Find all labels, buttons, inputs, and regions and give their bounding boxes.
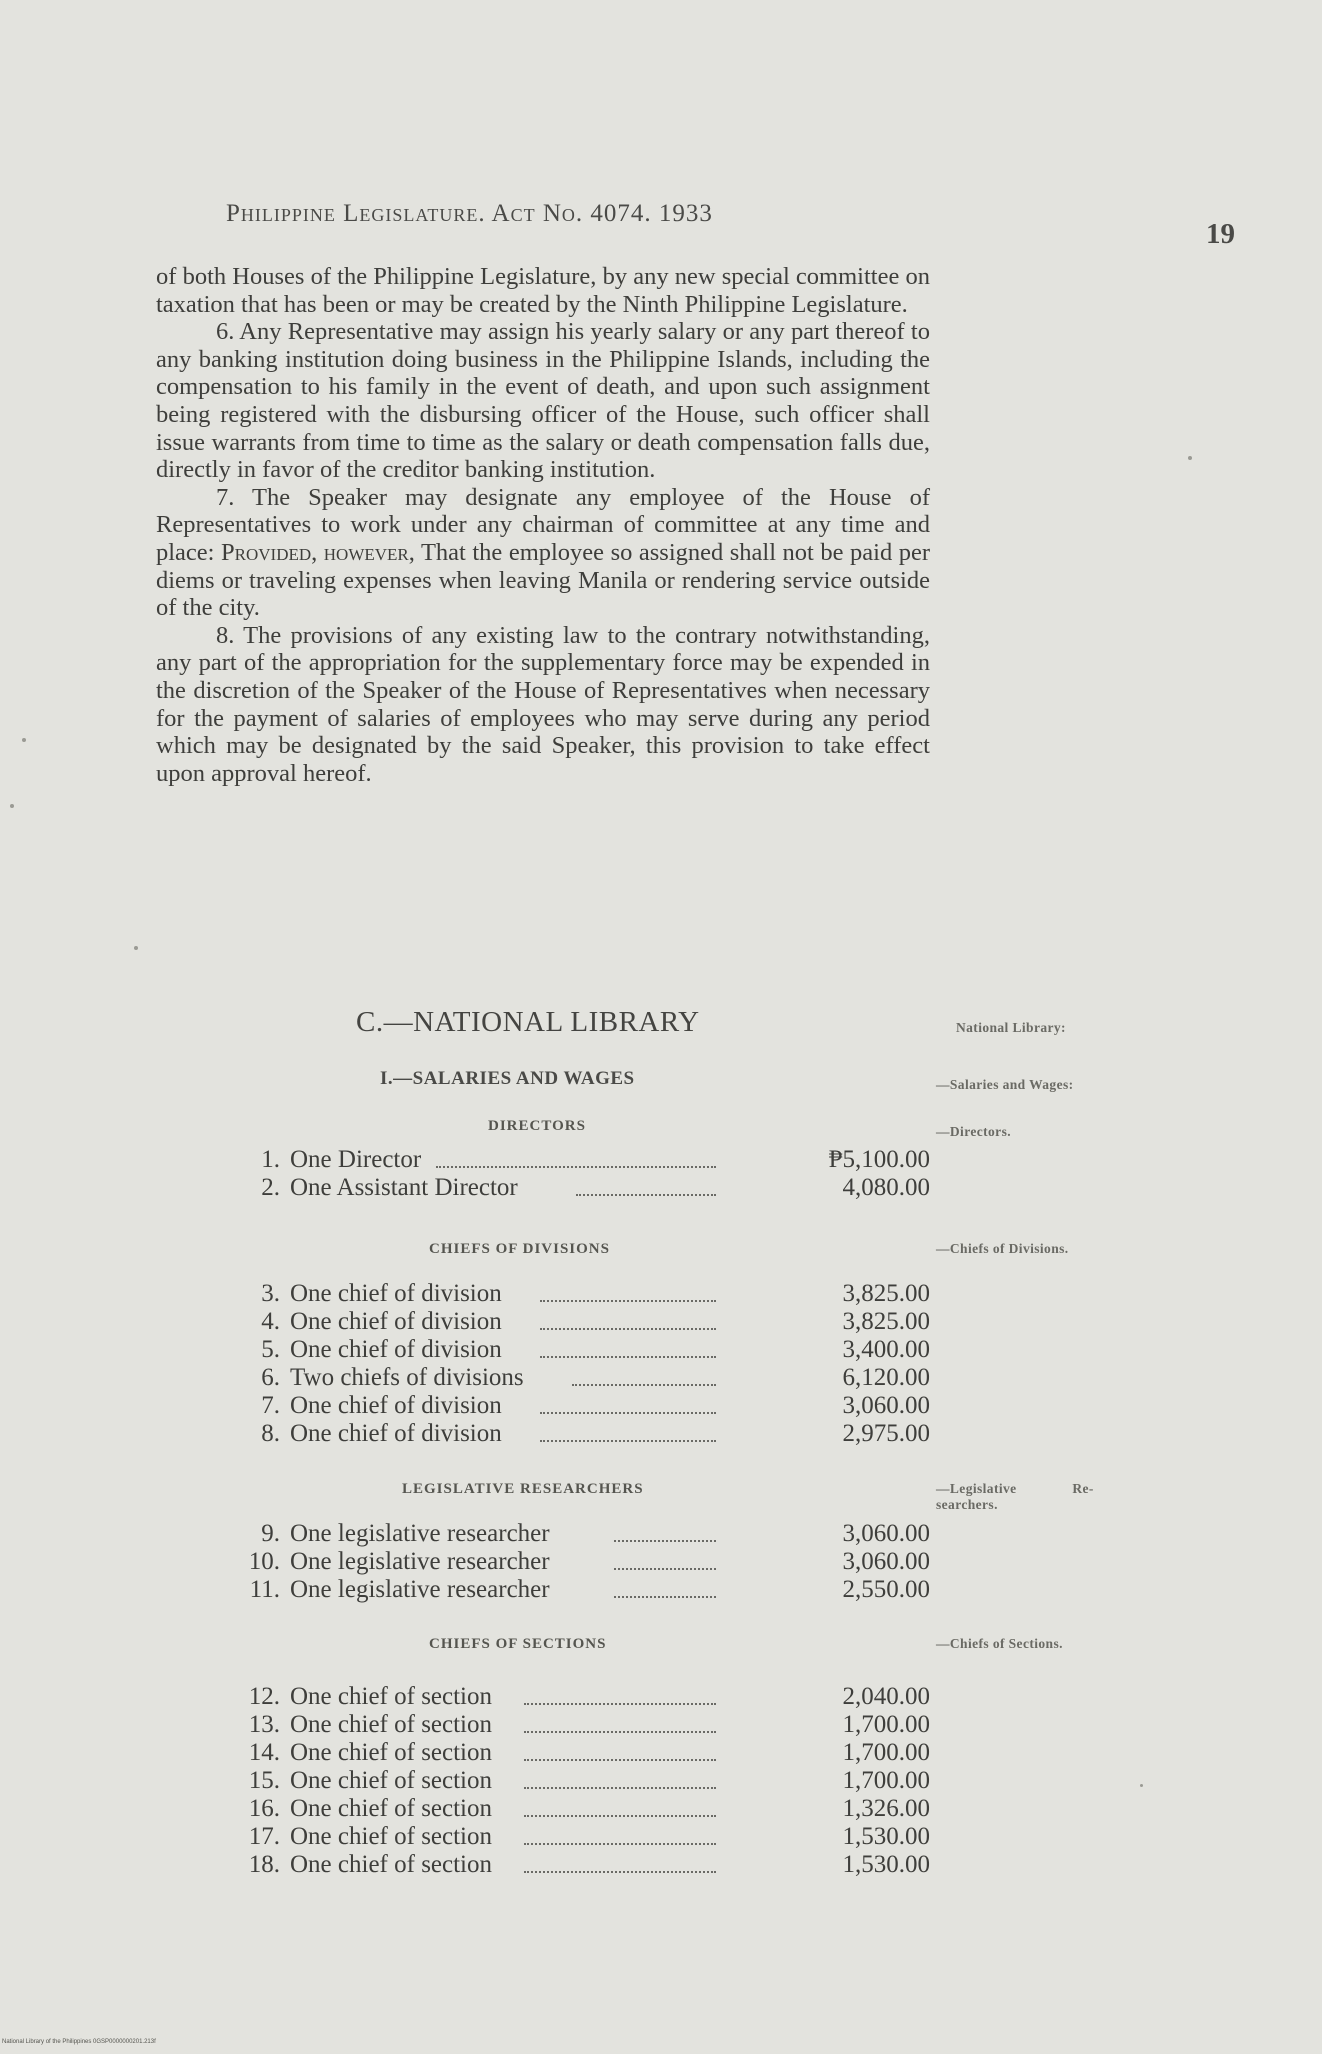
item-label: One chief of section [290, 1851, 493, 1878]
item-amount: 1,530.00 [842, 1851, 930, 1878]
line-item [186, 1520, 930, 1548]
item-number: 17. [248, 1823, 280, 1850]
line-item [186, 1739, 930, 1767]
item-label: Two chiefs of divisions [290, 1364, 524, 1391]
item-label: One chief of section [290, 1739, 493, 1766]
item-amount: 1,326.00 [842, 1795, 930, 1822]
dot-leader [540, 1354, 716, 1358]
dot-leader [524, 1813, 716, 1817]
paragraph-6: 6. Any Representative may assign his yearly salary or any part thereof to any banking institution doing business in the Philippine Islands, including the compensation to his family in the event of death, and upon such assignment being registered with the disbursing officer of the House, such officer shall issue warrants from time to time as the salary or death compensation falls due, directly in favor of the creditor banking institution. [156, 318, 930, 484]
item-label: One Director [290, 1146, 422, 1173]
running-head: Philippine Legislature. Act No. 4074. 1933 [226, 200, 713, 227]
dot-leader [524, 1729, 716, 1733]
scan-speck [22, 738, 26, 742]
line-item [186, 1280, 930, 1308]
line-item [186, 1795, 930, 1823]
item-label: One chief of division [290, 1392, 502, 1419]
item-label: One Assistant Director [290, 1174, 518, 1201]
item-number: 2. [261, 1174, 280, 1201]
dot-leader [540, 1326, 716, 1330]
line-item [186, 1548, 930, 1576]
margin-note-chiefs-of-divisions: —Chiefs of Divisions. [936, 1241, 1069, 1256]
group-heading-chiefs-of-sections: CHIEFS OF SECTIONS [429, 1636, 607, 1652]
dot-leader [576, 1192, 716, 1196]
line-item [186, 1823, 930, 1851]
dot-leader [524, 1869, 716, 1873]
item-number: 13. [248, 1711, 280, 1738]
item-label: One chief of section [290, 1823, 493, 1850]
item-label: One chief of section [290, 1683, 493, 1710]
item-amount: 1,700.00 [842, 1711, 930, 1738]
item-label: One chief of section [290, 1795, 493, 1822]
line-item [186, 1336, 930, 1364]
item-amount: 3,825.00 [842, 1308, 930, 1335]
item-amount: 3,060.00 [842, 1548, 930, 1575]
paragraph-7-text-b: That the employee so assigned shall not be paid per diems or traveling expenses when leaving Manila or rendering service outside of the city. [156, 538, 930, 622]
dot-leader [436, 1164, 716, 1168]
item-label: One chief of division [290, 1336, 502, 1363]
item-number: 8. [261, 1420, 280, 1447]
margin-note-line: —Legislative Re- [936, 1481, 1094, 1496]
item-label: One chief of section [290, 1711, 493, 1738]
dot-leader [540, 1438, 716, 1442]
item-amount: 6,120.00 [842, 1364, 930, 1391]
dot-leader [524, 1785, 716, 1789]
paragraph-continuation: of both Houses of the Philippine Legislature, by any new special committee on taxation that has been or may be created by the Ninth Philippine Legislature. [156, 263, 930, 318]
margin-note-salaries-wages: —Salaries and Wages: [936, 1077, 1074, 1092]
scan-speck [134, 946, 138, 950]
item-amount: 3,060.00 [842, 1520, 930, 1547]
item-number: 18. [248, 1851, 280, 1878]
margin-note-line-2: searchers. [936, 1497, 998, 1512]
line-item [186, 1851, 930, 1879]
item-label: One chief of division [290, 1420, 502, 1447]
item-amount: 1,700.00 [842, 1739, 930, 1766]
dot-leader [614, 1538, 716, 1542]
line-item [186, 1683, 930, 1711]
item-number: 3. [261, 1280, 280, 1307]
item-amount: 4,080.00 [842, 1174, 930, 1201]
item-number: 1. [261, 1146, 280, 1173]
section-title: C.—NATIONAL LIBRARY [356, 1006, 700, 1038]
item-label: One chief of division [290, 1308, 502, 1335]
line-item [186, 1420, 930, 1448]
margin-note-directors: —Directors. [936, 1124, 1011, 1139]
item-label: One legislative researcher [290, 1520, 550, 1547]
item-number: 11. [249, 1576, 280, 1603]
item-amount: 1,700.00 [842, 1767, 930, 1794]
page-number: 19 [1206, 218, 1235, 250]
item-label: One legislative researcher [290, 1576, 550, 1603]
dot-leader [614, 1566, 716, 1570]
item-number: 9. [261, 1520, 280, 1547]
line-item [186, 1364, 930, 1392]
paragraph-7 [156, 484, 930, 622]
group-heading-chiefs-of-divisions: CHIEFS OF DIVISIONS [429, 1241, 610, 1257]
margin-note-chiefs-of-sections: —Chiefs of Sections. [936, 1636, 1063, 1651]
item-amount: 2,040.00 [842, 1683, 930, 1710]
group-heading-directors: DIRECTORS [488, 1118, 586, 1134]
scan-speck [10, 804, 14, 808]
item-amount: 2,975.00 [842, 1420, 930, 1447]
line-item [186, 1767, 930, 1795]
scan-speck [1188, 456, 1192, 460]
dot-leader [572, 1382, 716, 1386]
item-number: 4. [261, 1308, 280, 1335]
dot-leader [524, 1701, 716, 1705]
paragraph-7-text-a: 7. The Speaker may designate any employee of the House of Representatives to work under any chairman of committee at any time and place: [156, 483, 930, 566]
item-label: One legislative researcher [290, 1548, 550, 1575]
item-number: 5. [261, 1336, 280, 1363]
item-amount: ₱5,100.00 [828, 1146, 930, 1173]
dot-leader [540, 1298, 716, 1302]
margin-note-legislative-researchers [936, 1481, 1128, 1497]
scan-footer: National Library of the Philippines 0GSP0000000201.213f [2, 2039, 156, 2045]
item-number: 16. [248, 1795, 280, 1822]
item-amount: 1,530.00 [842, 1823, 930, 1850]
scan-speck [1140, 1784, 1143, 1787]
item-amount: 3,825.00 [842, 1280, 930, 1307]
dot-leader [524, 1841, 716, 1845]
body-text [156, 263, 930, 787]
section-subtitle: I.—SALARIES AND WAGES [380, 1068, 635, 1089]
margin-note-national-library: National Library: [956, 1020, 1066, 1035]
item-number: 15. [248, 1767, 280, 1794]
item-number: 7. [261, 1392, 280, 1419]
provided-however: Provided, however, [221, 538, 415, 566]
group-heading-legislative-researchers: LEGISLATIVE RESEARCHERS [402, 1481, 644, 1497]
item-number: 14. [248, 1739, 280, 1766]
line-item [186, 1174, 930, 1202]
dot-leader [614, 1594, 716, 1598]
item-amount: 3,400.00 [842, 1336, 930, 1363]
item-label: One chief of division [290, 1280, 502, 1307]
dot-leader [524, 1757, 716, 1761]
paragraph-8: 8. The provisions of any existing law to the contrary notwithstanding, any part of the appropriation for the supplementary force may be expended in the discretion of the Speaker of the House of Representatives when necessary for the payment of salaries of employees who may serve during any period which may be designated by the said Speaker, this provision to take effect upon approval hereof. [156, 621, 930, 787]
line-item [186, 1308, 930, 1336]
item-amount: 2,550.00 [842, 1576, 930, 1603]
item-number: 6. [261, 1364, 280, 1391]
item-label: One chief of section [290, 1767, 493, 1794]
item-number: 10. [248, 1548, 280, 1575]
line-item [186, 1392, 930, 1420]
line-item [186, 1576, 930, 1604]
item-amount: 3,060.00 [842, 1392, 930, 1419]
line-item [186, 1146, 930, 1174]
dot-leader [540, 1410, 716, 1414]
line-item [186, 1711, 930, 1739]
item-number: 12. [248, 1683, 280, 1710]
